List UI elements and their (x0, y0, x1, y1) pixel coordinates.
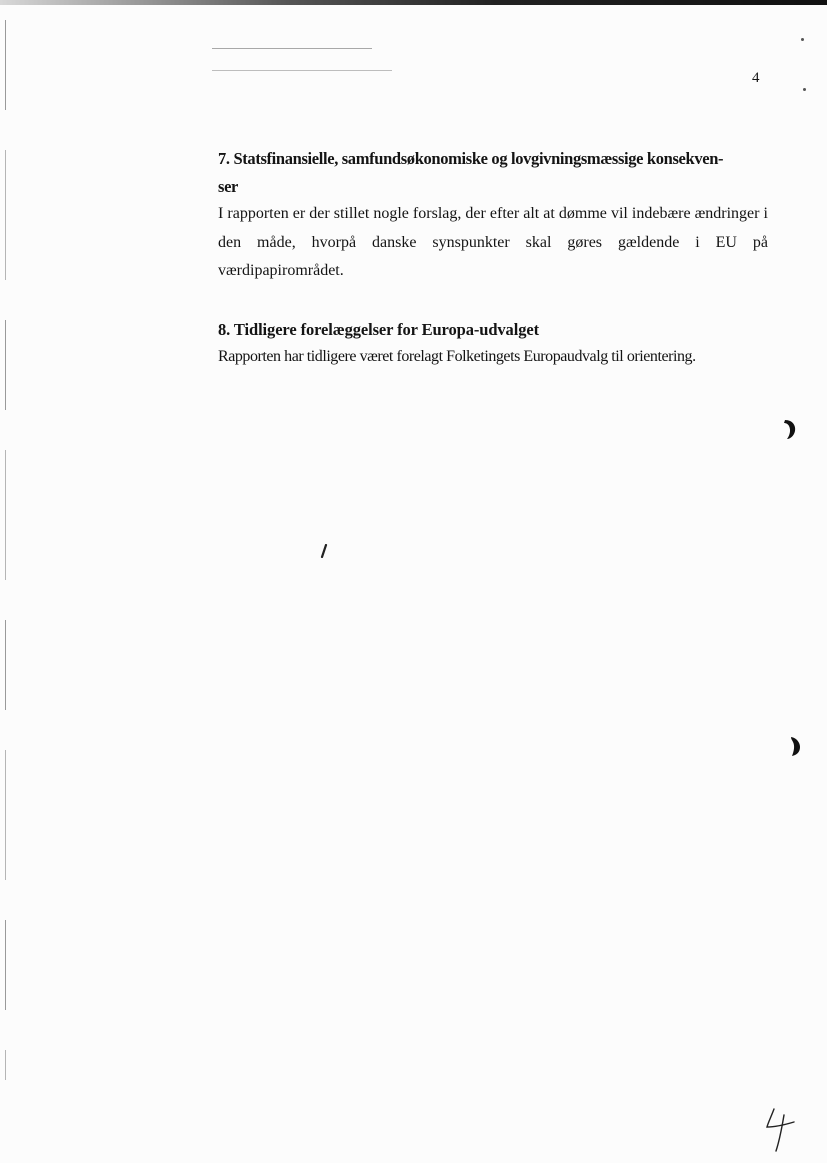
header-rule (212, 70, 392, 71)
scan-speck (801, 38, 804, 41)
section-8-heading: 8. Tidligere forelæggelser for Europa-udvalget (218, 320, 539, 339)
section-7-heading-line1: 7. Statsfinansielle, samfundsøkonomiske og lovgivningsmæssige konsekven- (218, 149, 724, 168)
scan-left-edge (5, 20, 6, 1080)
handwritten-page-mark (762, 1105, 802, 1153)
section-7-body: I rapporten er der stillet nogle forslag, der efter alt at dømme vil indebære ændringer i den måde, hvorpå danske synspunkter skal gøres gældende i EU på værdipapirområdet. (218, 205, 768, 279)
scan-top-edge (0, 0, 827, 5)
section-7-heading-line2: ser (218, 177, 239, 196)
punch-hole-mark (782, 418, 796, 440)
scan-speck (803, 88, 806, 91)
section-7-heading (218, 145, 768, 201)
scan-stroke-mark (320, 544, 328, 558)
punch-hole-mark (789, 735, 803, 757)
section-8-body: Rapporten har tidligere været forelagt Folketingets Europaudvalg til orientering. (218, 348, 696, 365)
header-rule (212, 48, 372, 49)
page-number: 4 (752, 70, 760, 86)
